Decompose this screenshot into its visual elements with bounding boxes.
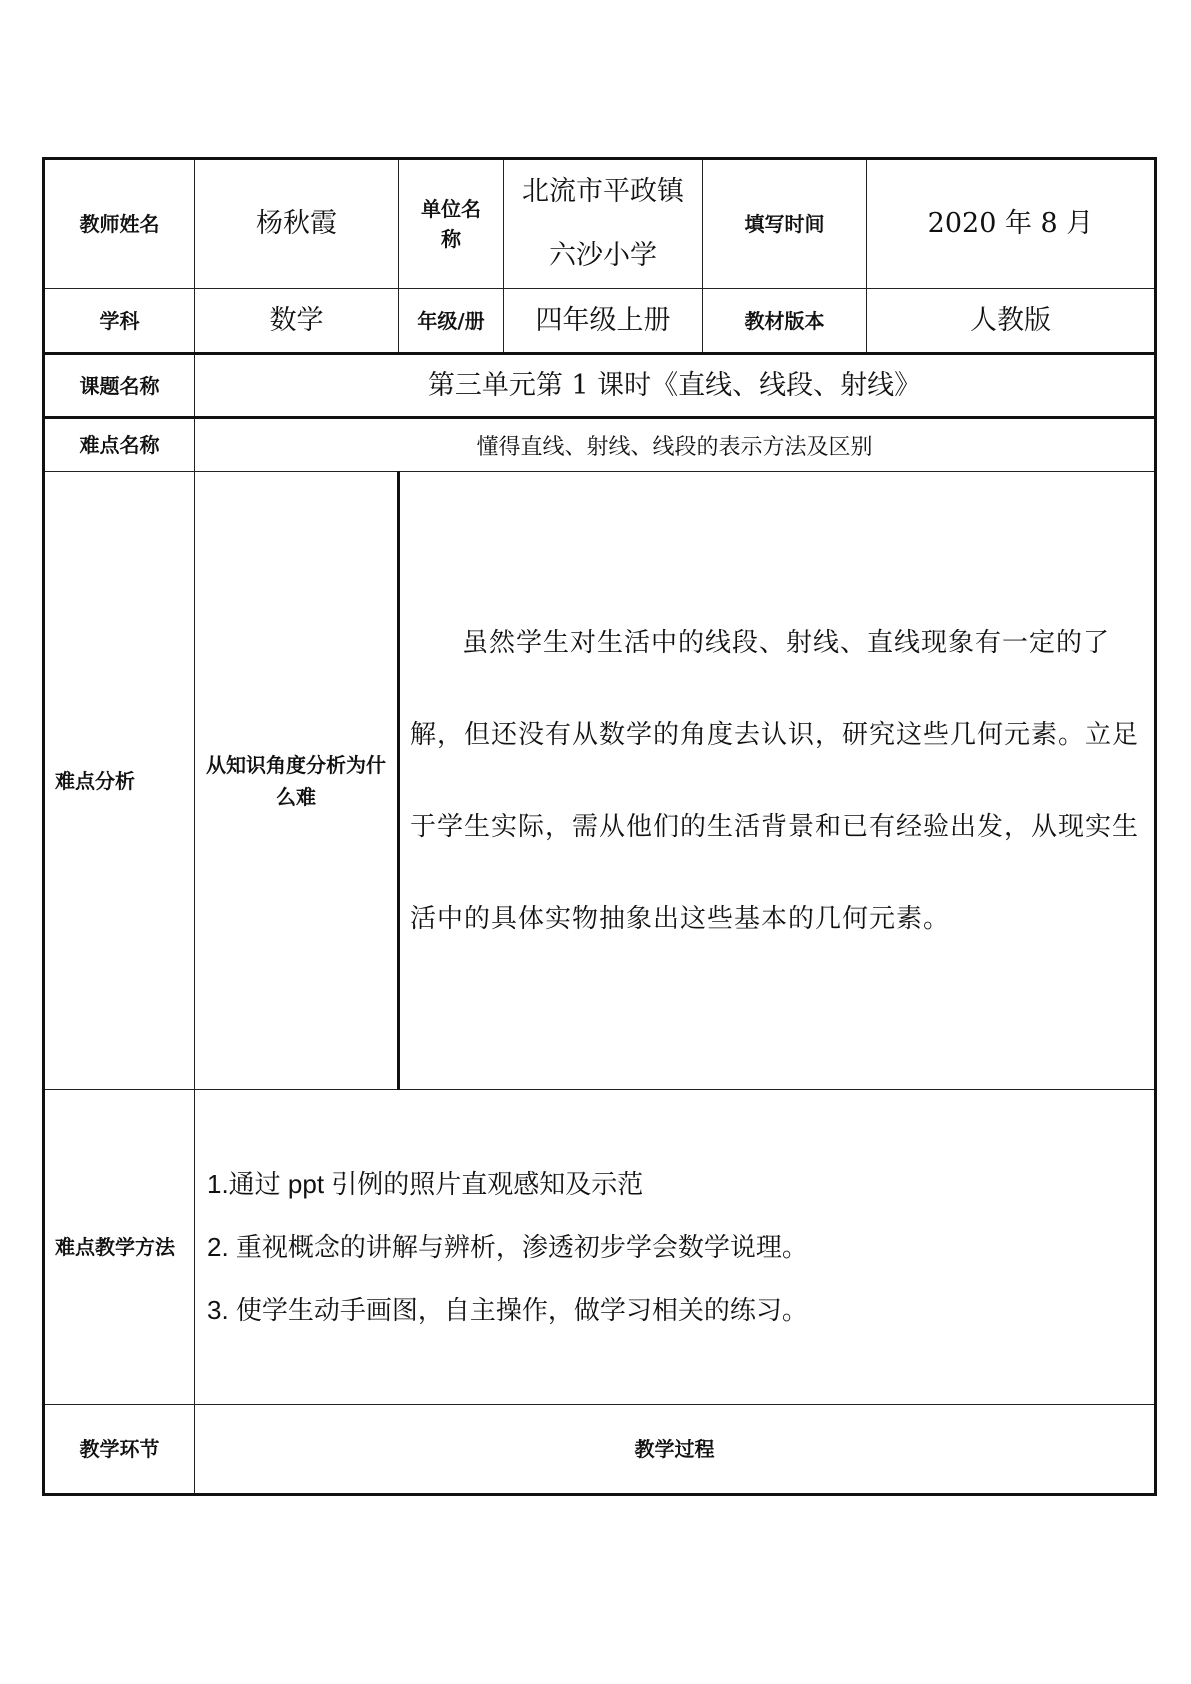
analysis-sub-label-cell — [195, 472, 399, 1090]
method-item-2: 2. 重视概念的讲解与辨析，渗透初步学会数学说理。 — [207, 1231, 808, 1262]
process-label: 教学过程 — [634, 1437, 715, 1461]
topic-label: 课题名称 — [79, 373, 160, 398]
unit-name-cell — [504, 159, 703, 289]
method-label-cell — [44, 1090, 195, 1405]
grade-label-cell — [399, 289, 504, 354]
fill-time-label: 填写时间 — [744, 212, 825, 236]
edition-label: 教材版本 — [744, 308, 825, 333]
difficulty-name-cell — [195, 418, 1156, 472]
unit-label-cell — [399, 159, 504, 289]
analysis-sub-label: 从知识角度分析为什么难 — [206, 752, 386, 809]
fill-time-label-cell — [703, 159, 867, 289]
edition-cell — [867, 289, 1156, 354]
edition: 人教版 — [970, 304, 1051, 336]
difficulty-name: 懂得直线、射线、线段的表示方法及区别 — [476, 434, 873, 460]
method-item-3: 3. 使学生动手画图，自主操作，做学习相关的练习。 — [207, 1294, 808, 1325]
step-label: 教学环节 — [79, 1437, 160, 1461]
step-label-cell — [44, 1405, 195, 1495]
subject-label-cell — [44, 289, 195, 354]
process-label-cell — [195, 1405, 1156, 1495]
teacher-name-label: 教师姓名 — [79, 212, 160, 236]
analysis-text-cell — [399, 472, 1156, 1090]
topic: 第三单元第 1 课时《直线、线段、射线》 — [427, 369, 922, 401]
analysis-text: 虽然学生对生活中的线段、射线、直线现象有一定的了解，但还没有从数学的角度去认识，研究这些几何元素。立足于学生实际，需从他们的生活背景和已有经验出发，从现实生活中的具体实物抽象出这些基本的几何元素。 — [410, 627, 1140, 934]
teacher-name-cell — [195, 159, 399, 289]
unit-label: 单位名称 — [421, 197, 481, 251]
teacher-name: 杨秋霞 — [256, 208, 337, 239]
fill-time-cell — [867, 159, 1156, 289]
method-label: 难点教学方法 — [55, 1235, 175, 1259]
grade-cell — [504, 289, 703, 354]
analysis-label-cell — [44, 472, 195, 1090]
fill-time: 2020 年 8 月 — [927, 208, 1094, 239]
subject-cell — [195, 289, 399, 354]
edition-label-cell — [703, 289, 867, 354]
difficulty-name-label: 难点名称 — [79, 433, 160, 457]
difficulty-name-label-cell — [44, 418, 195, 472]
lesson-plan-table — [42, 157, 1157, 1496]
unit-name-line2: 六沙小学 — [549, 240, 657, 271]
teacher-name-label-cell — [44, 159, 195, 289]
subject: 数学 — [269, 304, 324, 336]
topic-label-cell — [44, 354, 195, 418]
unit-name-line1: 北流市平政镇 — [522, 176, 684, 207]
grade: 四年级上册 — [535, 304, 671, 336]
analysis-label: 难点分析 — [55, 768, 135, 793]
method-item-1: 1.通过 ppt 引例的照片直观感知及示范 — [207, 1168, 644, 1199]
topic-cell — [195, 354, 1156, 418]
grade-label: 年级/册 — [417, 308, 485, 333]
subject-label: 学科 — [99, 308, 140, 333]
methods-cell — [195, 1090, 1156, 1405]
